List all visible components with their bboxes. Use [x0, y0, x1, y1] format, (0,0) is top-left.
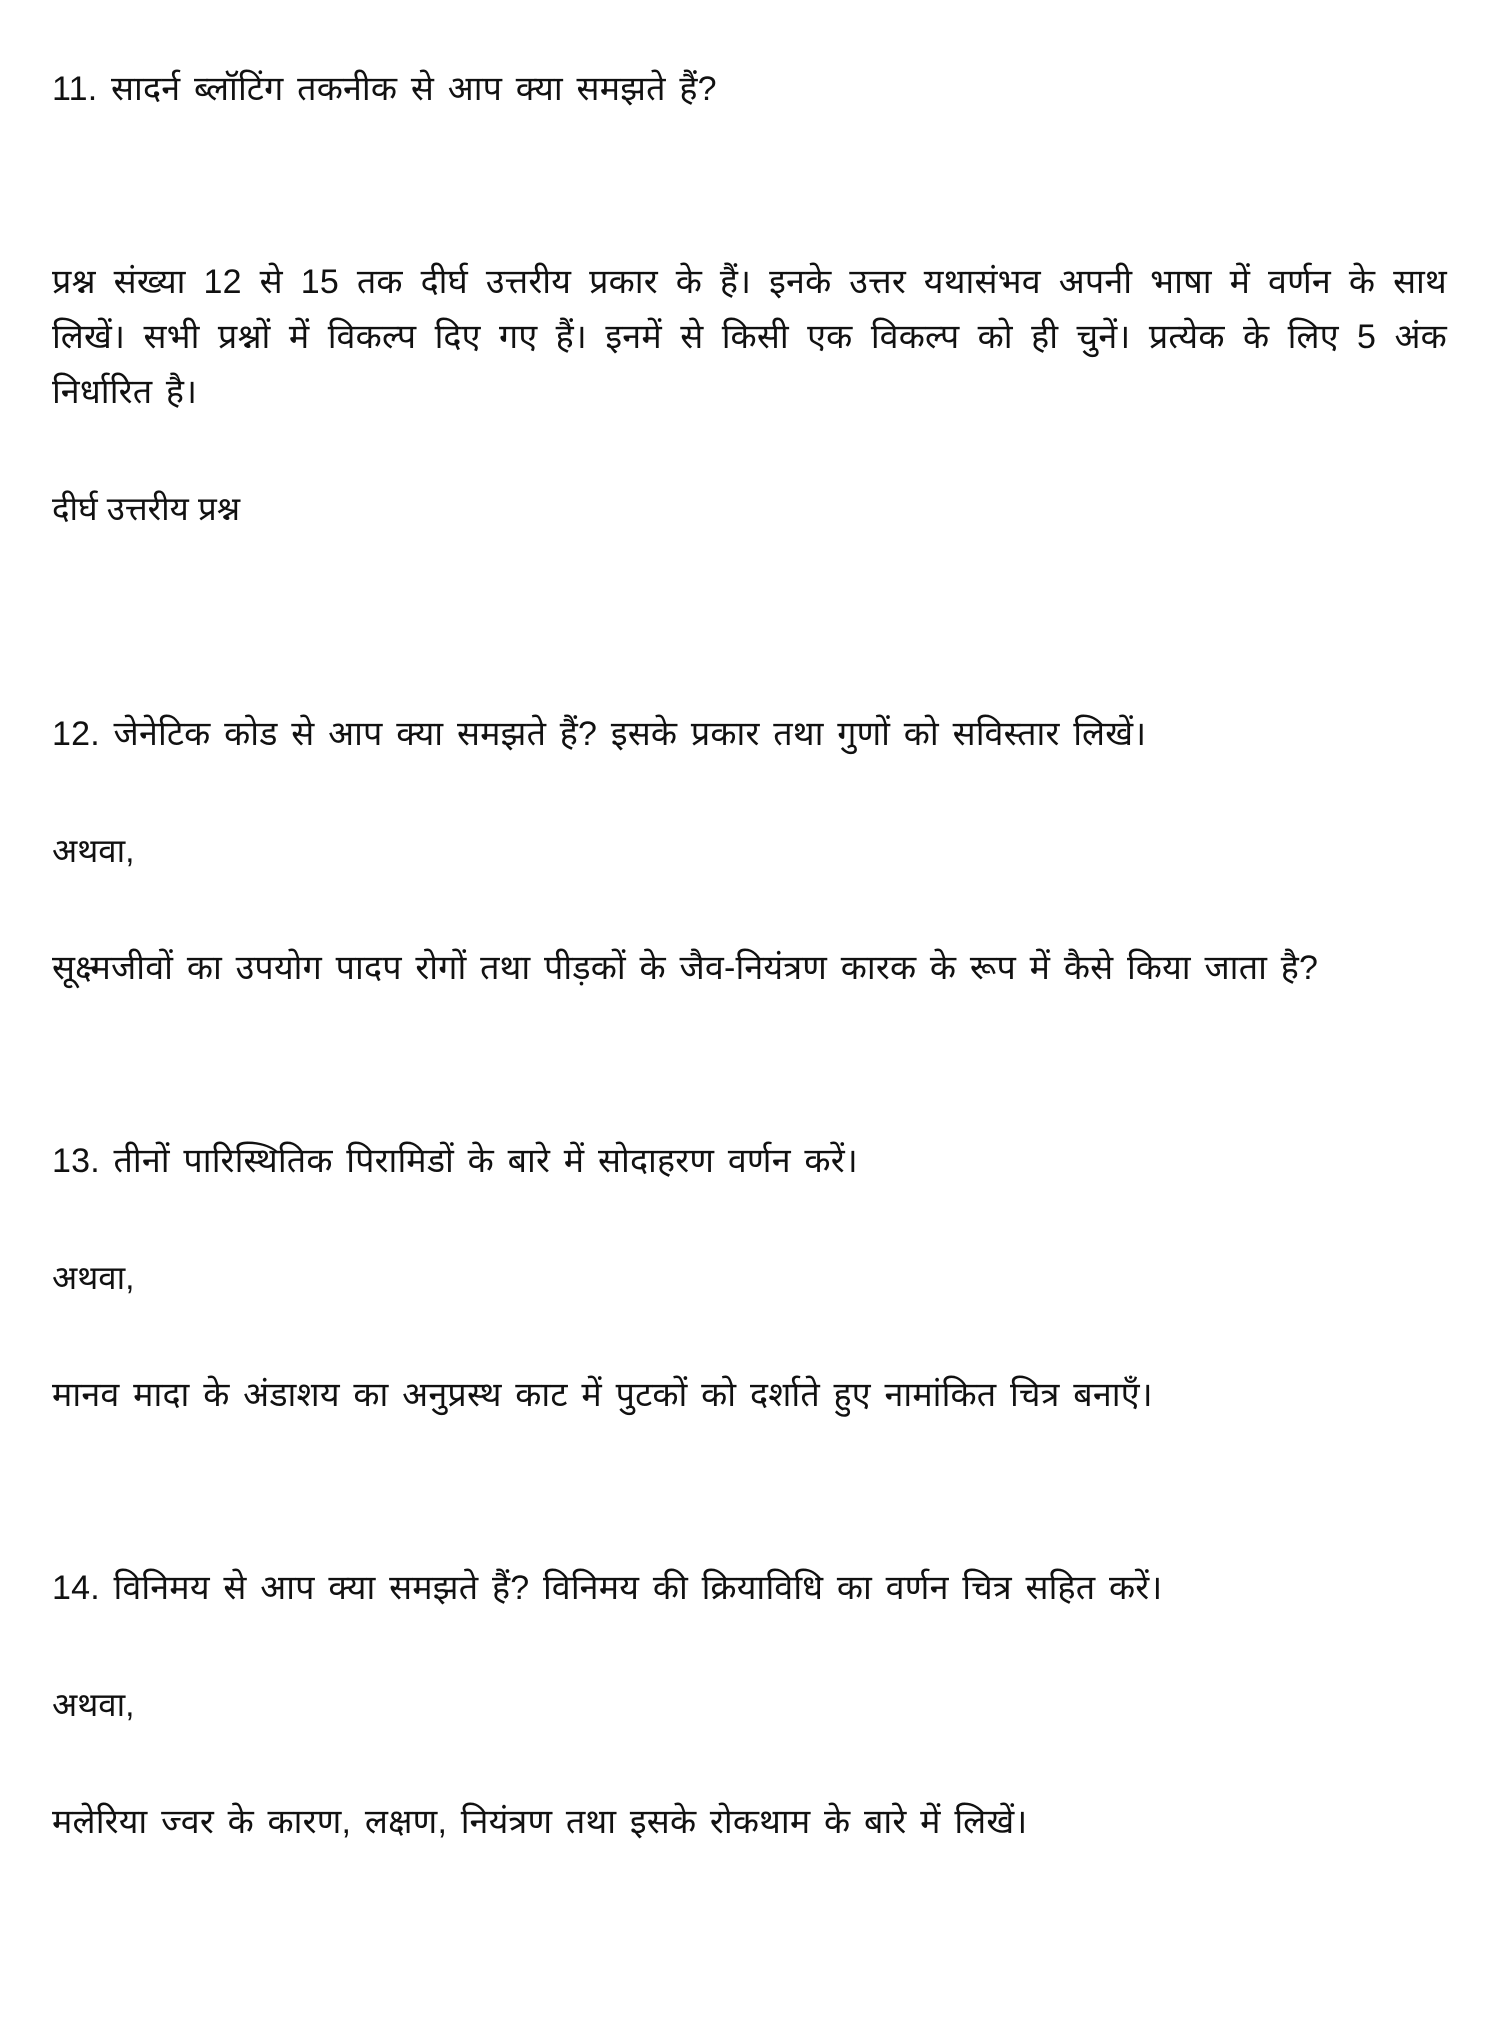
question-13-text: 13. तीनों पारिस्थितिक पिरामिडों के बारे में सोदाहरण वर्णन करें। [52, 1142, 858, 1181]
spacer-q13-alt [52, 1338, 1447, 1368]
question-13-or-label: अथवा, [52, 1259, 135, 1297]
page-content [52, 62, 1447, 1994]
question-14-or-label: अथवा, [52, 1686, 135, 1724]
spacer-before-q14 [52, 1423, 1447, 1561]
spacer-before-q13 [52, 996, 1447, 1134]
instructions-block [52, 255, 1447, 420]
question-14-text: 14. विनिमय से आप क्या समझते हैं? विनिमय की क्रियाविधि का वर्णन चित्र सहित करें। [52, 1569, 1163, 1608]
spacer-before-q12 [52, 569, 1447, 707]
section-heading-block [52, 483, 1447, 536]
question-13-block [52, 1134, 1447, 1423]
question-11-block [52, 62, 1447, 117]
spacer-q14-or [52, 1616, 1447, 1646]
question-12-or-label: अथवा, [52, 832, 135, 870]
spacer-q14-alt [52, 1765, 1447, 1795]
spacer-q13-or [52, 1189, 1447, 1219]
question-11-text: 11. सादर्न ब्लॉटिंग तकनीक से आप क्या समझते हैं? [52, 70, 717, 108]
section-heading-text: दीर्घ उत्तरीय प्रश्न [52, 490, 241, 528]
question-12-block [52, 707, 1447, 996]
question-13-alternative: मानव मादा के अंडाशय का अनुप्रस्थ काट में पुटकों को दर्शाते हुए नामांकित चित्र बनाएँ। [52, 1375, 1153, 1414]
spacer-after-q11 [52, 117, 1447, 255]
instructions-text: प्रश्न संख्या 12 से 15 तक दीर्घ उत्तरीय प्रकार के हैं। इनके उत्तर यथासंभव अपनी भाषा में वर्णन के साथ लिखें। सभी प्रश्नों में विकल्प दिए गए हैं। इनमें से किसी एक विकल्प को ही चुनें। प्रत्येक के लिए 5 अंक निर्धारित है। [52, 263, 1447, 412]
question-14-alternative: मलेरिया ज्वर के कारण, लक्षण, नियंत्रण तथा इसके रोकथाम के बारे में लिखें। [52, 1802, 1028, 1841]
spacer-after-instructions [52, 420, 1447, 450]
question-12-text: 12. जेनेटिक कोड से आप क्या समझते हैं? इसके प्रकार तथा गुणों को सविस्तार लिखें। [52, 715, 1147, 754]
question-12-alternative: सूक्ष्मजीवों का उपयोग पादप रोगों तथा पीड़कों के जैव-नियंत्रण कारक के रूप में कैसे किया जाता है? [52, 948, 1319, 987]
spacer-q12-or [52, 762, 1447, 792]
question-14-block [52, 1561, 1447, 1850]
spacer-q12-alt [52, 911, 1447, 941]
